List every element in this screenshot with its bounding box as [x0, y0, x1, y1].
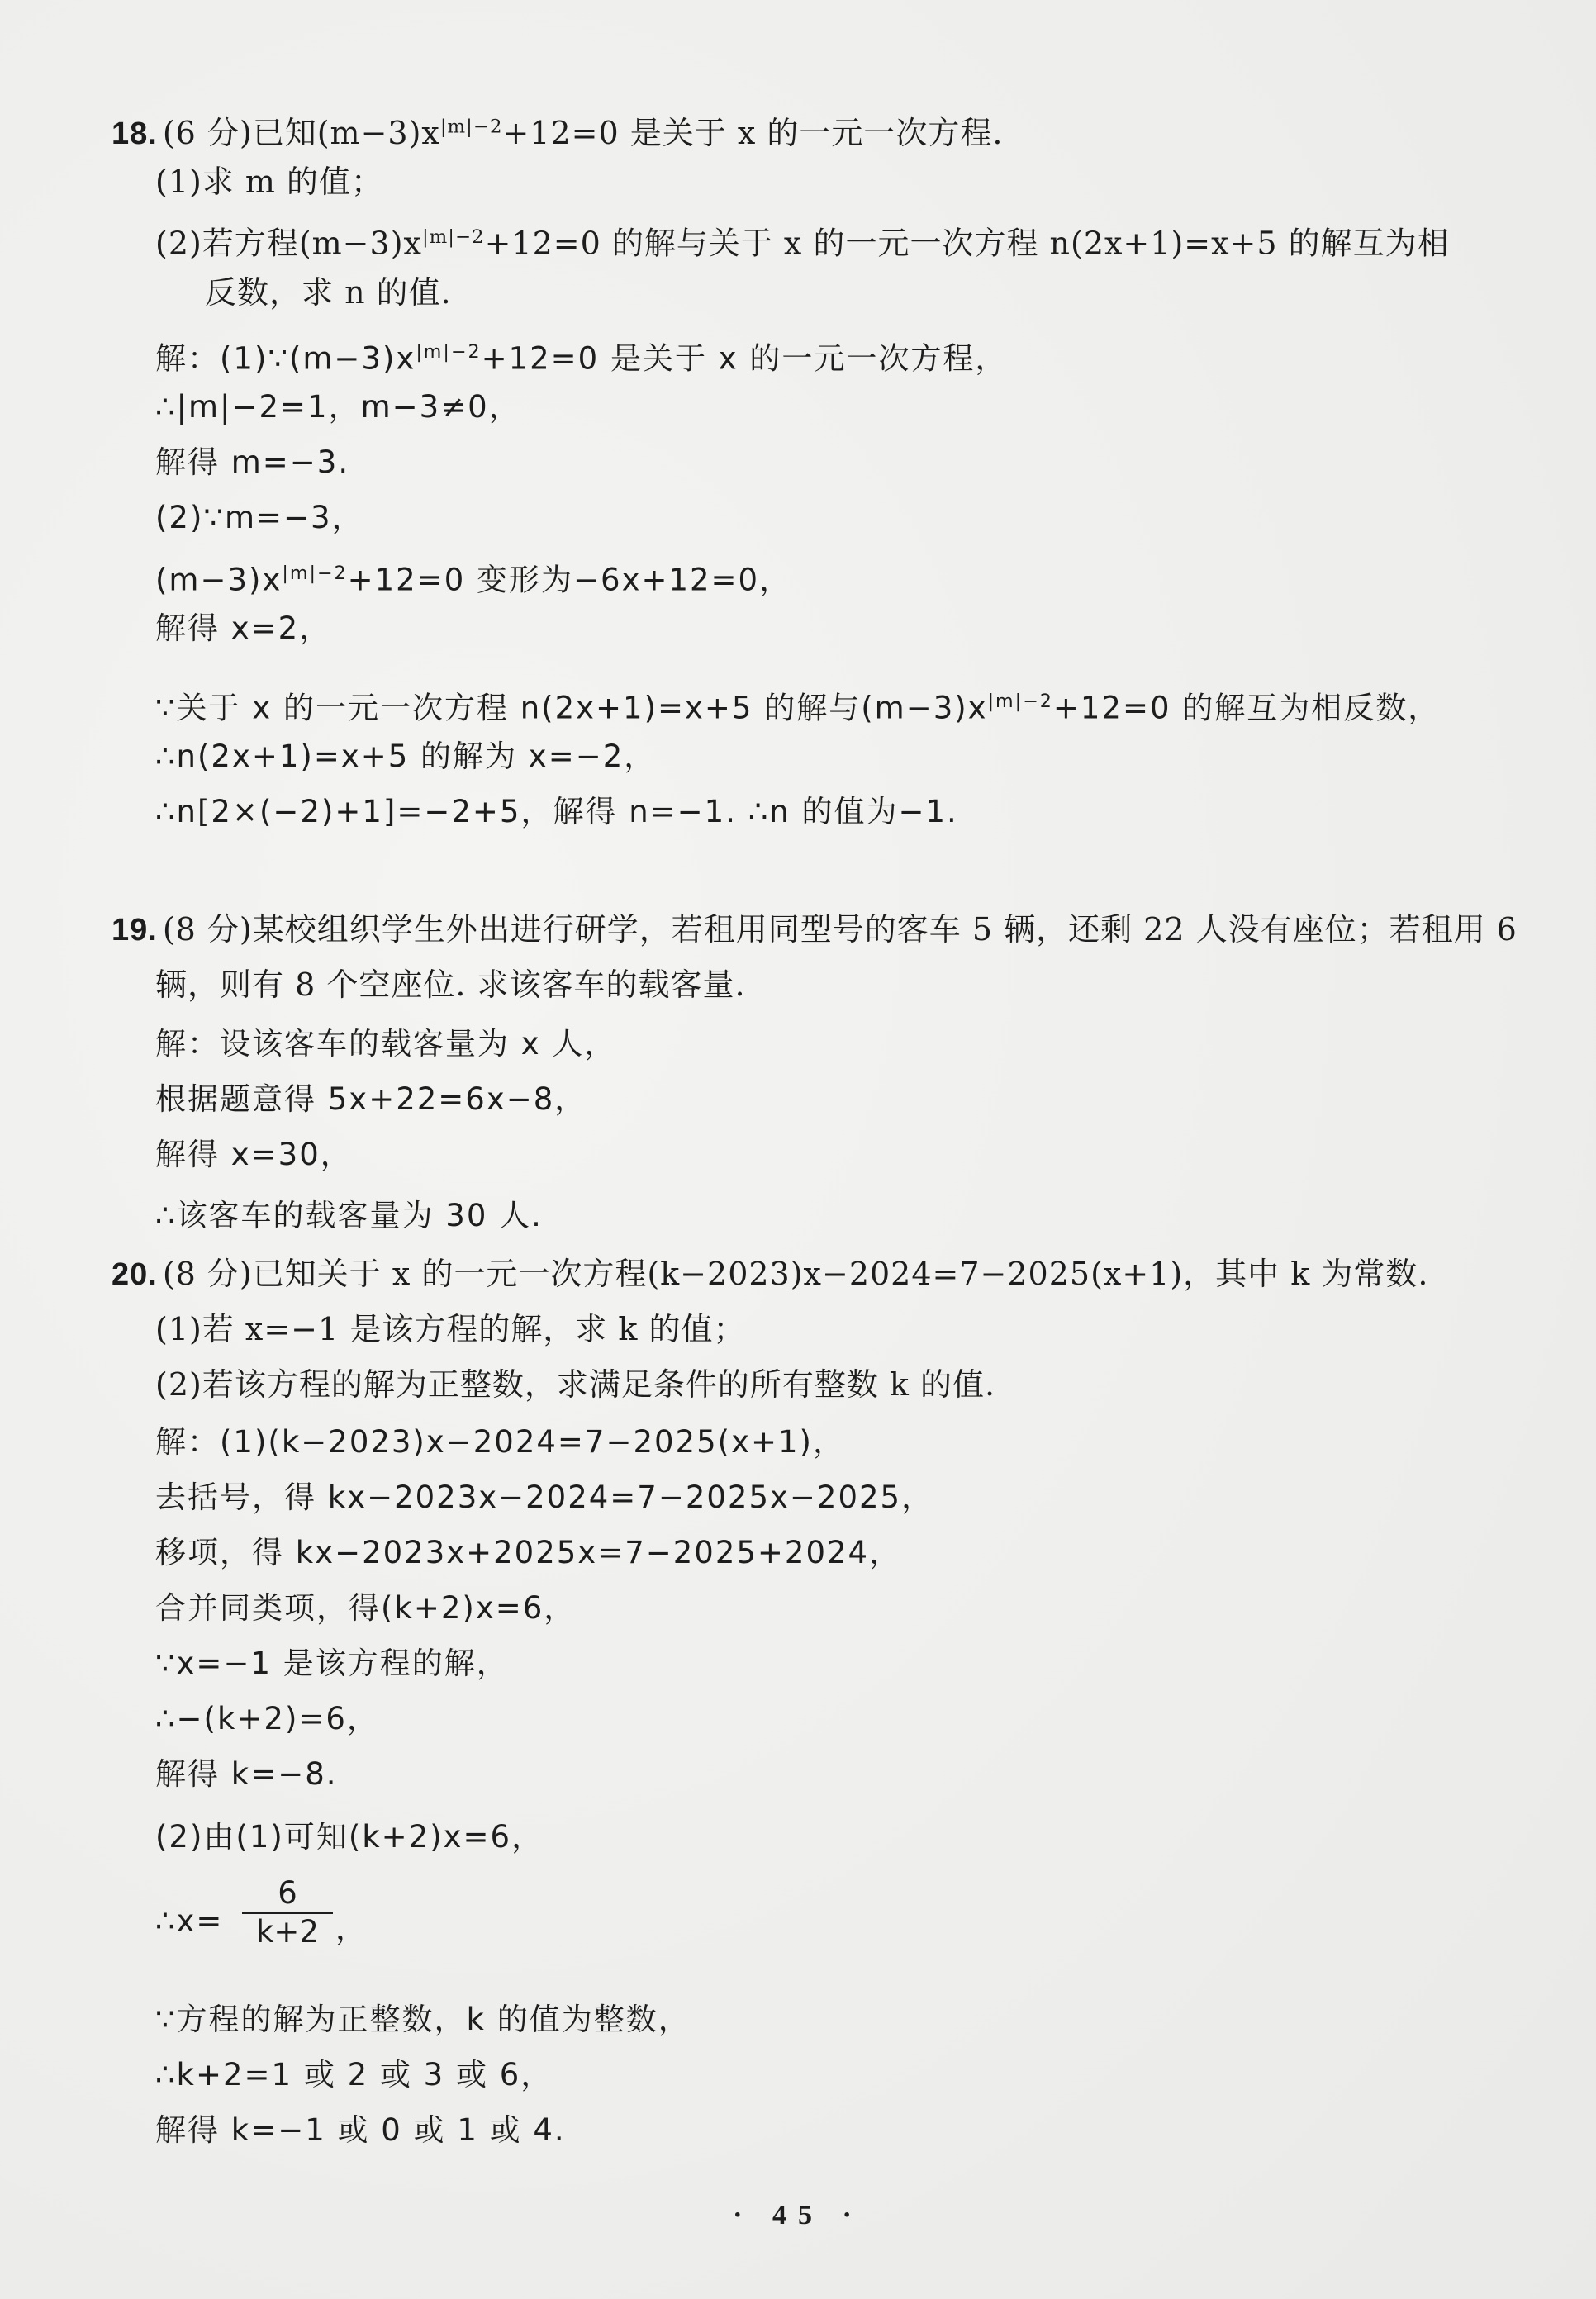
- solution-line: 解：(1)(k−2023)x−2024=7−2025(x+1)，: [155, 1424, 845, 1460]
- solution-line: 解得 x=30，: [155, 1137, 353, 1172]
- solution-line: 根据题意得 5x+22=6x−8，: [155, 1081, 587, 1117]
- solution-line: 解：$(1)\because(m-3)x^{|m|-2}+12=0$ 是关于 x 的一元一次方程，: [155, 340, 1008, 377]
- solution-line: 移项，得 kx−2023x+2025x=7−2025+2024，: [155, 1535, 902, 1570]
- exponent: |m|−2: [987, 691, 1053, 712]
- solution-line: $(m-3)x^{|m|-2}+12=0$ 变形为−6x+12=0，: [155, 562, 792, 598]
- question-18-part-2: (2)若方程$(m-3)x^{|m|-2}+12=0$ 的解与关于 x 的一元一次方程 n(2x+1)=x+5 的解互为相: [155, 225, 1450, 262]
- exponent: |m|−2: [421, 226, 485, 248]
- question-18-part-2-cont: 反数，求 n 的值.: [205, 274, 452, 311]
- solution-line: 解得 m=−3.: [155, 444, 350, 480]
- fraction: [242, 1877, 333, 1949]
- fraction-denominator: k+2: [256, 1914, 319, 1950]
- question-19-stem-cont: 辆，则有 8 个空座位. 求该客车的载客量.: [155, 967, 746, 1003]
- solution-line: 解得 x=2，: [155, 610, 332, 646]
- question-20-stem: 20. (8 分)已知关于 x 的一元一次方程(k−2023)x−2024=7−2025(x+1)，其中 k 为常数.: [112, 1256, 1429, 1292]
- solution-line: 解得 k=−1 或 0 或 1 或 4.: [155, 2112, 566, 2148]
- solution-line: 去括号，得 kx−2023x−2024=7−2025x−2025，: [155, 1480, 934, 1515]
- exponent: |m|−2: [439, 116, 503, 137]
- question-19-stem: 19. (8 分)某校组织学生外出进行研学，若租用同型号的客车 5 辆，还剩 22 人没有座位；若租用 6: [112, 911, 1518, 948]
- solution-line: ∵x=−1 是该方程的解，: [155, 1646, 509, 1681]
- solution-line: ∴−(k+2)=6，: [155, 1701, 379, 1736]
- question-number: 20.: [112, 1257, 158, 1292]
- solution-line: ∵方程的解为正整数，k 的值为整数，: [155, 2002, 691, 2037]
- question-20-part-1: (1)若 x=−1 是该方程的解，求 k 的值；: [155, 1311, 746, 1347]
- solution-line: 解得 k=−8.: [155, 1756, 338, 1792]
- solution-line: ∴n(2x+1)=x+5 的解为 x=−2，: [155, 739, 657, 774]
- question-18-part-1: (1)求 m 的值；: [155, 164, 384, 200]
- solution-line: ∵关于 x 的一元一次方程 n(2x+1)=x+5 的解与$(m-3)x^{|m|-2}+12=0$ 的解互为相反数，: [155, 690, 1441, 726]
- question-20-part-2: (2)若该方程的解为正整数，求满足条件的所有整数 k 的值.: [155, 1366, 996, 1403]
- solution-line: (2)由(1)可知(k+2)x=6，: [155, 1819, 544, 1855]
- solution-line: 合并同类项，得(k+2)x=6，: [155, 1590, 577, 1626]
- exponent: |m|−2: [416, 341, 482, 363]
- document-page: 18. (6 分)已知$(m-3)x^{|m|-2}+12=0$ 是关于 x 的一元一次方程. (1)求 m 的值； (2)若方程$(m-3)x^{|m|-2}+12=0$ 的解与关于 x 的一元一次方程 n(2x+1)=x+5 的解互为相 反数，求 n 的值. 解：$(1)\because(m-3)x^{|m|-2}+12=0$ 是关于 x 的一元一次方程， ∴|m|−2=1，m−3≠0， 解得 m=−3. (2)∵m=−3， $(m-3)x^{|m|-2}+12=0$ 变形为−6x+12=0， 解得 x=2， ∵关于 x 的一元一次方程 n(2x+1)=x+5 的解与$(m-3)x^{|m|-2}+12=0$ 的解互为相反数， ∴n(2x+1)=x+5 的解为 x=−2， ∴n[2×(−2)+1]=−2+5，解得 n=−1. ∴n 的值为−1. 19. (8 分)某校组织学生外出进行研学，若租用同型号的客车 5 辆，还剩 22 人没有座位；若租用 6 辆，则有 8 个空座位. 求该客车的载客量. 解：设该客车的载客量为 x 人， 根据题意得 5x+22=6x−8， 解得 x=30， ∴该客车的载客量为 30 人. 20. (8 分)已知关于 x 的一元一次方程(k−2023)x−2024=7−2025(x+1)，其中 k 为常数. (1)若 x=−1 是该方程的解，求 k 的值； (2)若该方程的解为正整数，求满足条件的所有整数 k 的值. 解：(1)(k−2023)x−2024=7−2025(x+1)， 去括号，得 kx−2023x−2024=7−2025x−2025， 移项，得 kx−2023x+2025x=7−2025+2024， 合并同类项，得(k+2)x=6， ∵x=−1 是该方程的解， ∴−(k+2)=6， 解得 k=−8. (2)由(1)可知(k+2)x=6， ∴x= 6 k+2 ， ∵方程的解为正整数，k 的值为整数， ∴k+2=1 或 2 或 3 或 6， 解得 k=−1 或 0 或 1 或 4. · 45 ·: [0, 0, 1596, 2299]
- solution-line: ∴|m|−2=1，m−3≠0，: [155, 389, 521, 425]
- solution-line: ∴该客车的载客量为 30 人.: [155, 1198, 543, 1233]
- solution-line: (2)∵m=−3，: [155, 500, 364, 535]
- exponent: |m|−2: [282, 563, 348, 584]
- fraction-numerator: 6: [278, 1875, 297, 1911]
- solution-line: 解：设该客车的载客量为 x 人，: [155, 1026, 617, 1062]
- question-number: 19.: [112, 913, 158, 948]
- question-18-stem: 18. (6 分)已知$(m-3)x^{|m|-2}+12=0$ 是关于 x 的一元一次方程.: [112, 114, 1004, 151]
- solution-line: ∴k+2=1 或 2 或 3 或 6，: [155, 2057, 553, 2092]
- question-number: 18.: [112, 116, 158, 151]
- solution-line: ∴n[2×(−2)+1]=−2+5，解得 n=−1. ∴n 的值为−1.: [155, 794, 958, 829]
- page-number: · 45 ·: [733, 2200, 863, 2230]
